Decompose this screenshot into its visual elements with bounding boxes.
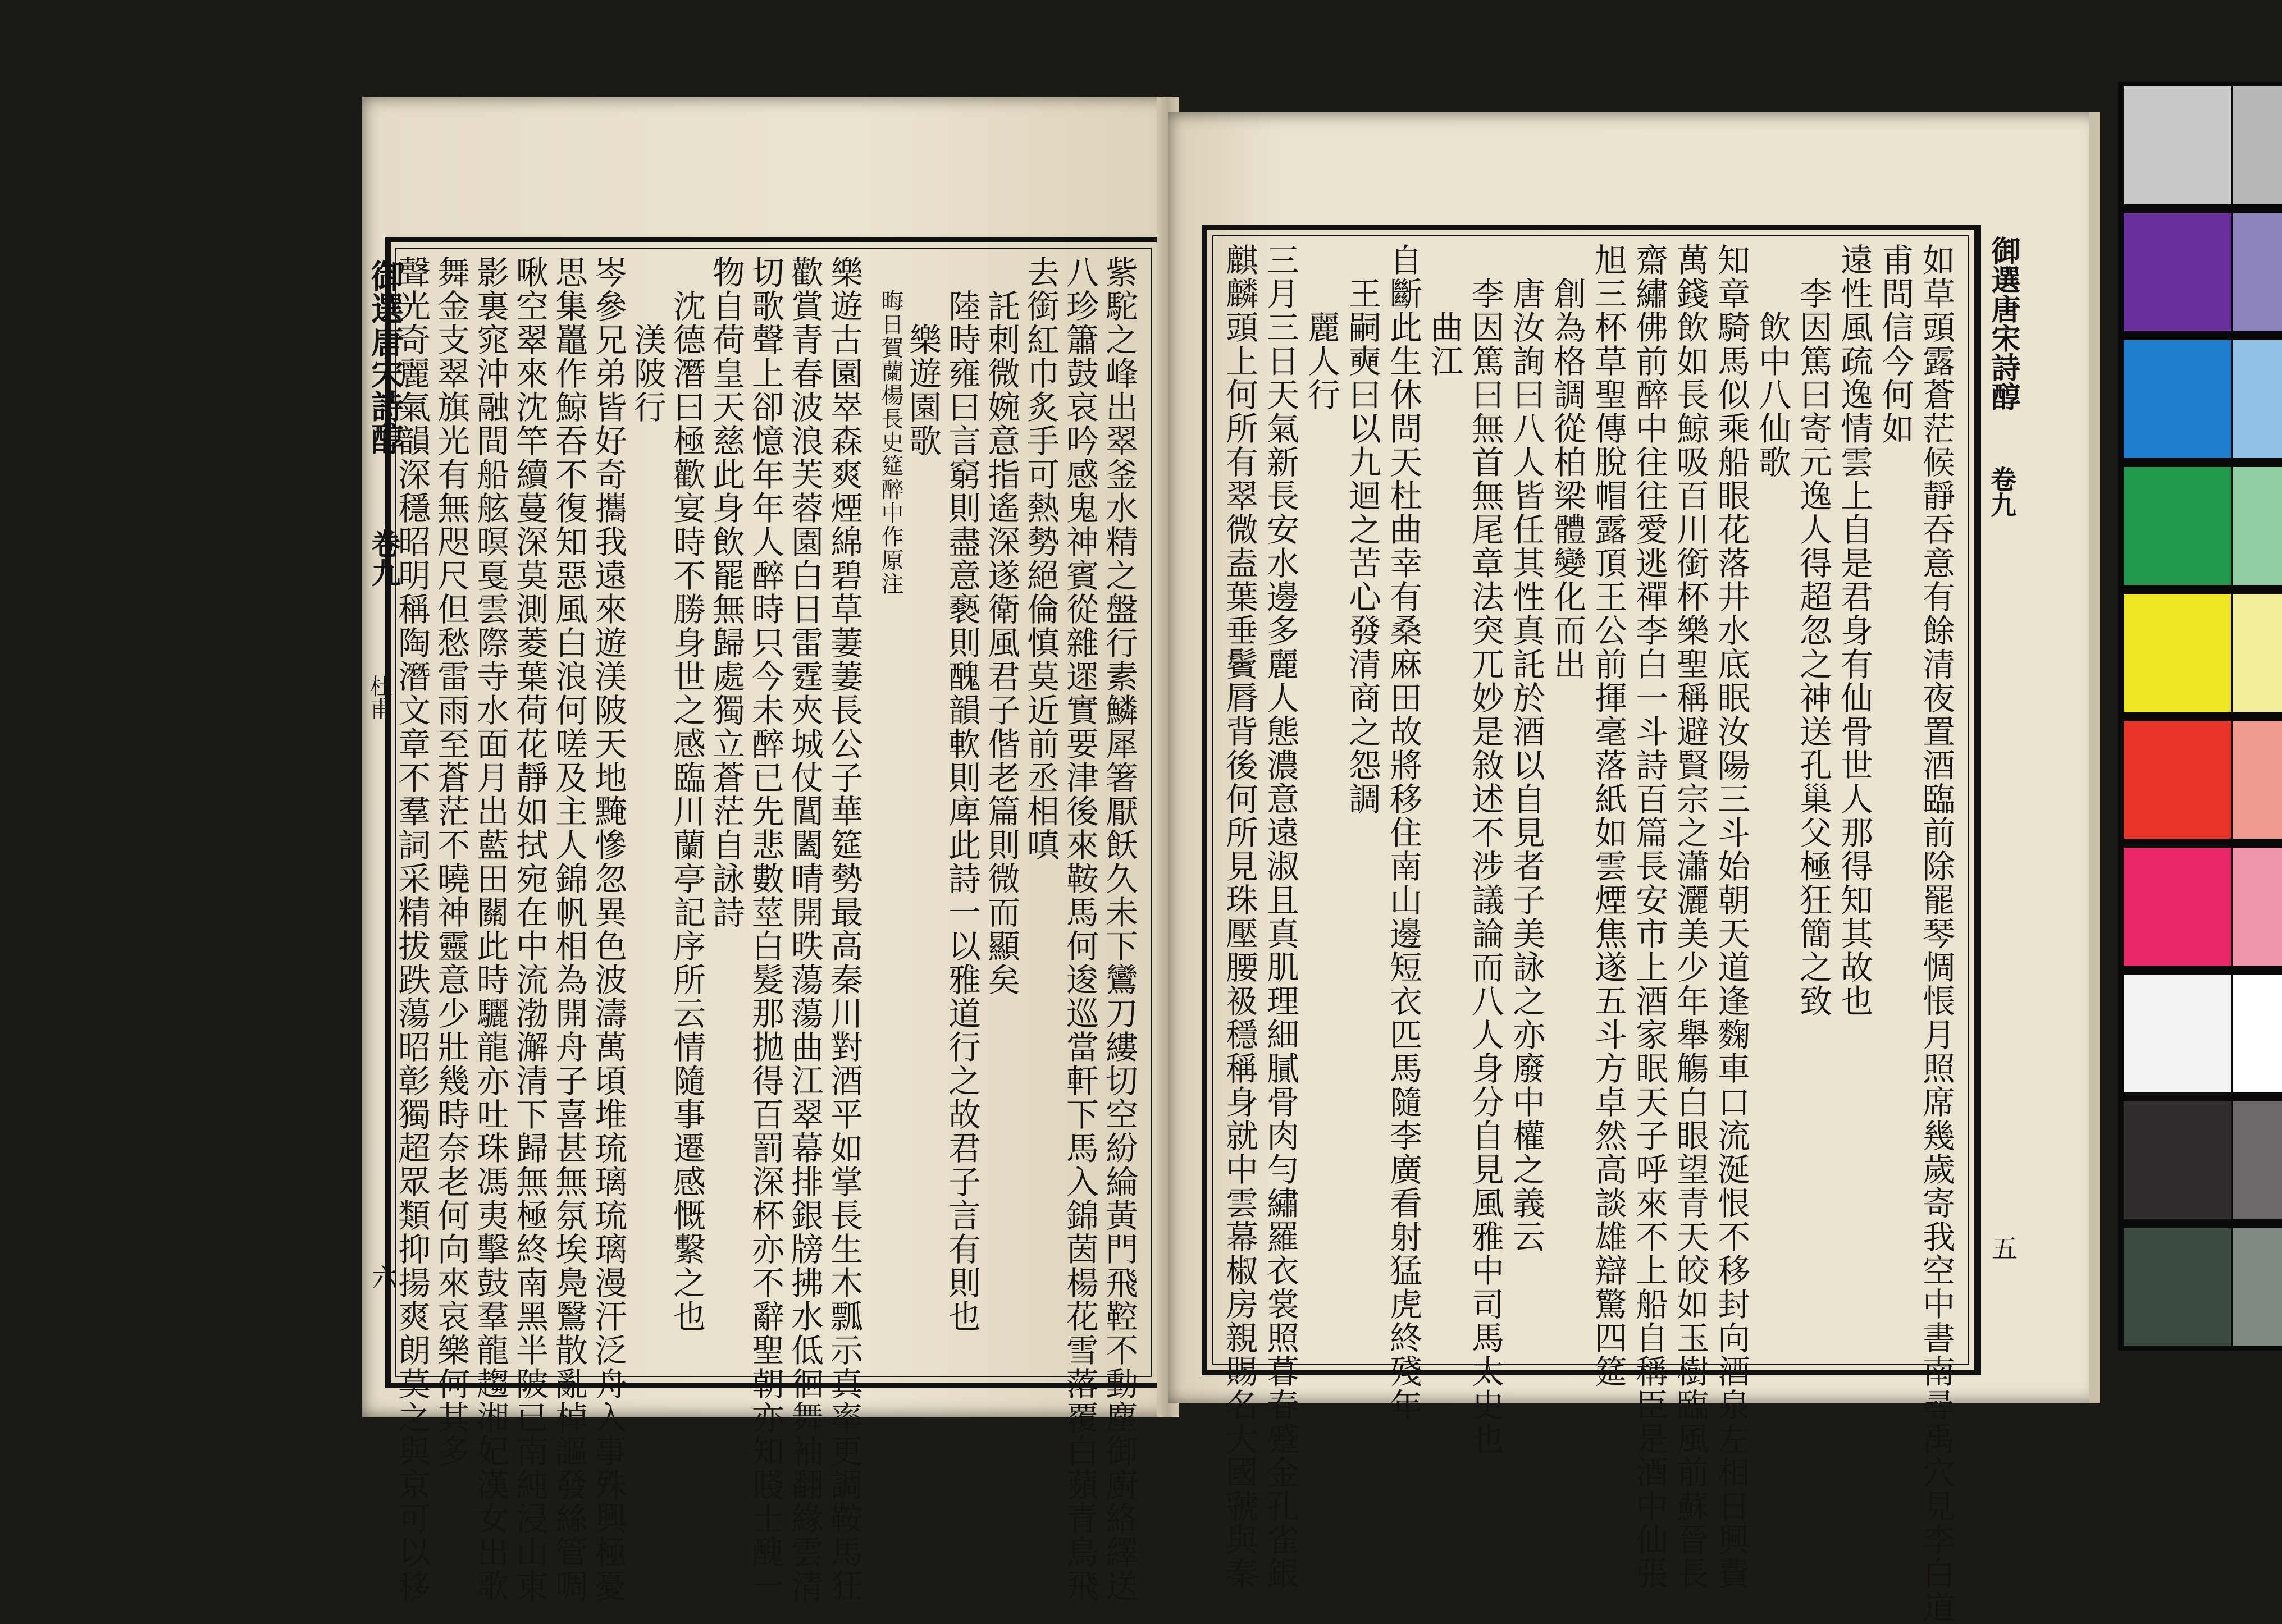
right-page-column-18: 麒麟頭上何所有翠微盍葉垂鬢脣背後何所見珠壓腰衱穩稱身就中雲幕椒房親賜名大國虢與秦 — [1220, 243, 1258, 1590]
right-page-column-13: 曲江 — [1425, 310, 1463, 378]
checker-swatch-1 — [2124, 86, 2231, 204]
checker-side-swatch-8 — [2233, 975, 2282, 1092]
right-page-column-6: 知章騎馬似乘船眼花落井水底眠汝陽三斗始朝天道逢麴車口流涎恨不移封向酒泉左相日興費 — [1712, 243, 1750, 1590]
left-page-column-18: 舞金支翠旗光有無咫尺但愁雷雨至蒼茫不曉神靈意少壯幾時奈老何向來哀樂何其多 — [432, 255, 470, 1468]
left-page-column-15: 思集鼉作鯨吞不復知惡風白浪何嗟及主人錦帆相為開舟子喜甚無氛埃鳧鷖散亂棹謳發絲管啁 — [550, 255, 588, 1603]
left-page-column-7: 晦日賀蘭楊長史筵醉中作原注 — [878, 289, 903, 596]
right-page-column-9: 旭三杯草聖傳脫帽露頂王公前揮毫落紙如雲煙焦遂五斗方卓然高談雄辯驚四筵 — [1589, 243, 1627, 1388]
right-page-column-1: 如草頭露蒼茫候靜吞意有餘清夜置酒臨前除罷琴惆悵月照席幾歲寄我空中書南尋禹穴見李白道 — [1917, 243, 1955, 1624]
left-page-column-14: 岑參兄弟皆好奇攜我遠來遊渼陂天地黤慘忽異色波濤萬頃堆琉璃琉璃漫汗泛舟入事殊興極憂 — [589, 255, 627, 1603]
left-margin-author: 杜甫 — [366, 675, 392, 720]
right-page-column-14: 自斷此生休問天杜曲幸有桑麻田故將移住南山邊短衣匹馬隨李廣看射猛虎終殘年 — [1384, 243, 1422, 1422]
right-margin-strip — [1979, 225, 2020, 1375]
left-page-column-2: 八珍簫鼓哀吟感鬼神賓從雜遝實要津後來鞍馬何逡巡當軒下馬入錦茵楊花雪落覆白蘋青鳥飛 — [1061, 255, 1099, 1603]
right-margin-volume: 卷九 — [1987, 466, 2017, 518]
right-text-block — [1220, 243, 1961, 1624]
left-margin-folio: 六 — [368, 1264, 398, 1290]
left-page-column-10: 切歌聲上卻憶年年人醉時只今未醉已先悲數莖白髮那拋得百罰深杯亦不辭聖朝亦知賤士醜一 — [746, 255, 784, 1603]
left-text-block — [392, 255, 1144, 1603]
left-page-column-9: 歡賞青春波浪芙蓉園白日雷霆夾城仗閶闔晴開昳蕩蕩曲江翠幕排銀牓拂水低徊舞袖翻緣雲清 — [786, 255, 824, 1603]
right-page-column-17: 三月三日天氣新長安水邊多麗人態濃意遠淑且真肌理細膩骨肉勻繡羅衣裳照暮春蹙金孔雀銀 — [1261, 243, 1299, 1590]
left-page-column-4: 託刺微婉意指遙深遂衛風君子偕老篇則微而顯矣 — [982, 289, 1020, 996]
left-margin-strip — [362, 237, 404, 1388]
left-page-frame — [385, 237, 1162, 1603]
checker-side-swatch-7 — [2233, 848, 2282, 966]
left-margin-volume: 卷九 — [366, 529, 400, 587]
checker-swatch-10 — [2124, 1228, 2231, 1346]
left-page-column-5: 陸時雍曰言窮則盡意褻則醜韻軟則庳此詩一以雅道行之故君子言有則也 — [943, 289, 981, 1333]
right-page-column-5: 飲中八仙歌 — [1753, 310, 1791, 479]
right-page-column-15: 王嗣奭曰以九迴之苦心發清商之怨調 — [1343, 277, 1381, 816]
right-page-column-12: 李因篤曰無首無尾章法突兀妙是敘述不涉議論而八人身分自見風雅中司馬太史也 — [1466, 277, 1504, 1456]
checker-side-swatch-3 — [2233, 340, 2282, 458]
checker-side-swatch-2 — [2233, 213, 2282, 331]
right-page-column-3: 遠性風疏逸情雲上自是君身有仙骨世人那得知其故也 — [1835, 243, 1873, 1018]
left-page — [362, 97, 1171, 1603]
left-page-column-12: 沈德潛曰極歡宴時不勝身世之感臨川蘭亭記序所云情隨事遷感慨繫之也 — [668, 289, 706, 1333]
checker-side-swatch-1 — [2233, 86, 2282, 204]
checker-swatch-2 — [2124, 213, 2231, 331]
color-checker-card — [2118, 82, 2282, 1351]
checker-swatch-4 — [2124, 467, 2231, 585]
right-margin-folio: 五 — [1988, 1235, 2018, 1261]
right-page-frame — [1202, 225, 1979, 1624]
checker-side-swatch-9 — [2233, 1101, 2282, 1219]
right-page — [1168, 112, 2100, 1624]
right-page-column-16: 麗人行 — [1302, 310, 1340, 411]
left-page-column-17: 影裏窕沖融間船舷暝戛雲際寺水面月出藍田關此時驪龍亦吐珠馮夷擊鼓羣龍趨湘妃漢女出歌 — [471, 255, 509, 1603]
checker-swatch-8 — [2124, 975, 2231, 1092]
left-page-column-6: 樂遊園歌 — [903, 323, 942, 458]
checker-swatch-6 — [2124, 721, 2231, 839]
checker-swatch-9 — [2124, 1101, 2231, 1219]
right-page-column-4: 李因篤曰寄元逸人得超忽之神送孔巢父極狂簡之致 — [1794, 277, 1832, 1018]
left-margin-title: 御選唐宋詩醇 — [366, 259, 404, 455]
left-page-column-11: 物自荷皇天慈此身飲罷無歸處獨立蒼茫自詠詩 — [707, 255, 745, 929]
right-page-column-7: 萬錢飲如長鯨吸百川銜杯樂聖稱避賢宗之瀟灑美少年舉觴白眼望青天皎如玉樹臨風前蘇晉長 — [1671, 243, 1709, 1590]
checker-side-swatch-5 — [2233, 594, 2282, 712]
left-page-column-3: 去銜紅巾炙手可熱勢絕倫慎莫近前丞相嗔 — [1021, 255, 1060, 862]
right-page-column-2: 甫問信今何如 — [1876, 243, 1914, 445]
left-page-column-8: 樂遊古園崒森爽煙綿碧草萋萋長公子華筵勢最高秦川對酒平如掌長生木瓢示真率更調鞍馬狂 — [825, 255, 863, 1603]
right-page-column-8: 齋繡佛前醉中往往愛逃禪李白一斗詩百篇長安市上酒家眠天子呼來不上船自稱臣是酒中仙張 — [1630, 243, 1668, 1590]
right-page-column-11: 唐汝詢曰八人皆任其性真託於酒以自見者子美詠之亦廢中權之義云 — [1507, 277, 1545, 1254]
checker-swatch-5 — [2124, 594, 2231, 712]
left-page-column-16: 啾空翠來沈竿續蔓深莫測菱葉荷花靜如拭宛在中流渤澥清下歸無極終南黑半陂已南純浸山東 — [510, 255, 549, 1603]
right-margin-title: 御選唐宋詩醇 — [1986, 236, 2020, 411]
left-page-column-13: 渼陂行 — [628, 323, 667, 424]
checker-side-swatch-4 — [2233, 467, 2282, 585]
checker-side-swatch-10 — [2233, 1228, 2282, 1346]
checker-side-swatch-6 — [2233, 721, 2282, 839]
left-page-column-19: 聲光奇麗氣韻深穩昭明稱陶潛文章不羣詞采精拔跌蕩昭彰獨超眾類抑揚爽朗莫之與京可以移 — [392, 255, 431, 1603]
checker-swatch-3 — [2124, 340, 2231, 458]
left-page-column-1: 紫駝之峰出翠釜水精之盤行素鱗犀箸厭飫久未下鸞刀縷切空紛綸黃門飛鞚不動塵御廚絡繹送 — [1100, 255, 1138, 1603]
right-page-edge — [2089, 112, 2100, 1403]
checker-swatch-7 — [2124, 848, 2231, 966]
right-page-column-10: 創為格調從柏梁體變化而出 — [1548, 277, 1586, 681]
